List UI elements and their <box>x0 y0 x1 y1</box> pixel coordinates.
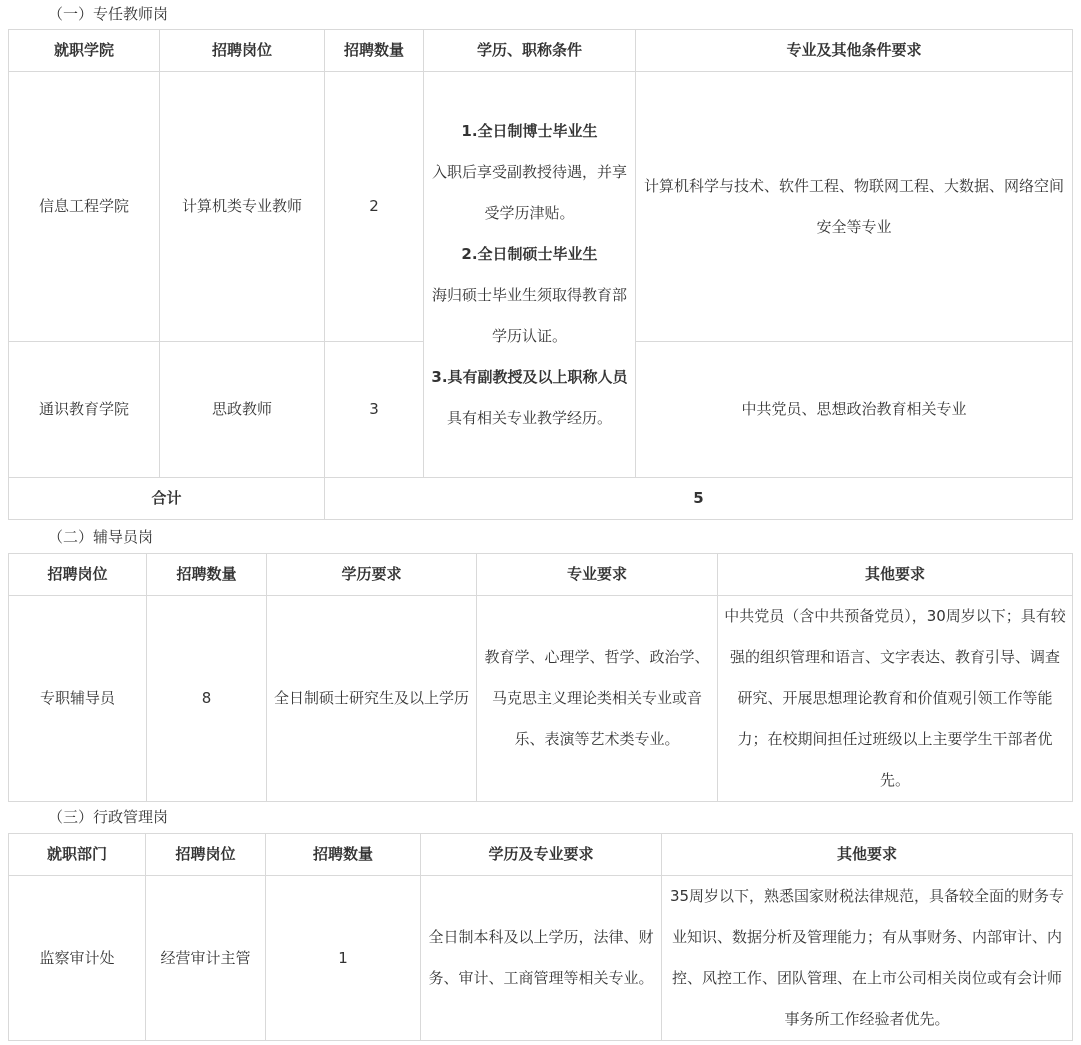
other-requirements-cell: 中共党员（含中共预备党员），30周岁以下；具有较强的组织管理和语言、文字表达、教育引导、调查研究、开展思想理论教育和价值观引领工作等能力；在校期间担任过班级以上主要学生干部者优先。 <box>718 596 1073 802</box>
position-cell: 专职辅导员 <box>9 596 147 802</box>
header-other-requirements: 专业及其他条件要求 <box>636 30 1073 72</box>
condition-2-title: 2.全日制硕士毕业生 <box>461 244 598 263</box>
position-cell: 思政教师 <box>160 342 325 478</box>
teacher-positions-table <box>8 29 1073 520</box>
header-education-title: 学历、职称条件 <box>424 30 636 72</box>
header-count: 招聘数量 <box>266 834 421 876</box>
header-dept: 就职部门 <box>9 834 146 876</box>
dept-cell: 监察审计处 <box>9 876 146 1041</box>
position-cell: 计算机类专业教师 <box>160 72 325 342</box>
major-cell: 教育学、心理学、哲学、政治学、马克思主义理论类相关专业或音乐、表演等艺术类专业。 <box>477 596 718 802</box>
condition-2-text: 海归硕士毕业生须取得教育部学历认证。 <box>431 285 627 345</box>
table-row <box>9 72 1073 342</box>
total-row <box>9 478 1073 520</box>
header-position: 招聘岗位 <box>9 554 147 596</box>
counselor-positions-table <box>8 553 1073 802</box>
other-requirements-cell: 计算机科学与技术、软件工程、物联网工程、大数据、网络空间安全等专业 <box>636 72 1073 342</box>
table-row <box>9 876 1073 1041</box>
header-major: 专业要求 <box>477 554 718 596</box>
total-label: 合计 <box>9 478 325 520</box>
position-cell: 经营审计主管 <box>146 876 266 1041</box>
education-major-cell: 全日制本科及以上学历，法律、财务、审计、工商管理等相关专业。 <box>421 876 662 1041</box>
other-requirements-cell: 中共党员、思想政治教育相关专业 <box>636 342 1073 478</box>
total-value: 5 <box>325 478 1073 520</box>
condition-1-title: 1.全日制博士毕业生 <box>461 121 598 140</box>
header-college: 就职学院 <box>9 30 160 72</box>
header-count: 招聘数量 <box>325 30 424 72</box>
count-cell: 3 <box>325 342 424 478</box>
count-cell: 8 <box>147 596 267 802</box>
condition-3-text: 具有相关专业教学经历。 <box>446 408 612 427</box>
header-position: 招聘岗位 <box>160 30 325 72</box>
section-title-teachers: （一）专任教师岗 <box>48 5 169 23</box>
count-cell: 1 <box>266 876 421 1041</box>
header-education-major: 学历及专业要求 <box>421 834 662 876</box>
section-title-admin: （三）行政管理岗 <box>48 808 169 826</box>
other-requirements-cell: 35周岁以下，熟悉国家财税法律规范，具备较全面的财务专业知识、数据分析及管理能力；有从事财务、内部审计、内控、风控工作、团队管理、在上市公司相关岗位或有会计师事务所工作经验者优先。 <box>662 876 1073 1041</box>
header-other-requirements: 其他要求 <box>662 834 1073 876</box>
admin-positions-table <box>8 833 1073 1041</box>
header-other-requirements: 其他要求 <box>718 554 1073 596</box>
education-cell: 全日制硕士研究生及以上学历 <box>267 596 477 802</box>
college-cell: 信息工程学院 <box>9 72 160 342</box>
header-position: 招聘岗位 <box>146 834 266 876</box>
section-title-counselors: （二）辅导员岗 <box>48 528 154 546</box>
education-conditions-cell <box>424 72 636 478</box>
college-cell: 通识教育学院 <box>9 342 160 478</box>
table-header-row <box>9 834 1073 876</box>
header-education: 学历要求 <box>267 554 477 596</box>
condition-3-title: 3.具有副教授及以上职称人员 <box>431 367 628 386</box>
condition-1-text: 入职后享受副教授待遇，并享受学历津贴。 <box>431 162 627 222</box>
table-header-row <box>9 30 1073 72</box>
table-header-row <box>9 554 1073 596</box>
count-cell: 2 <box>325 72 424 342</box>
table-row <box>9 596 1073 802</box>
header-count: 招聘数量 <box>147 554 267 596</box>
